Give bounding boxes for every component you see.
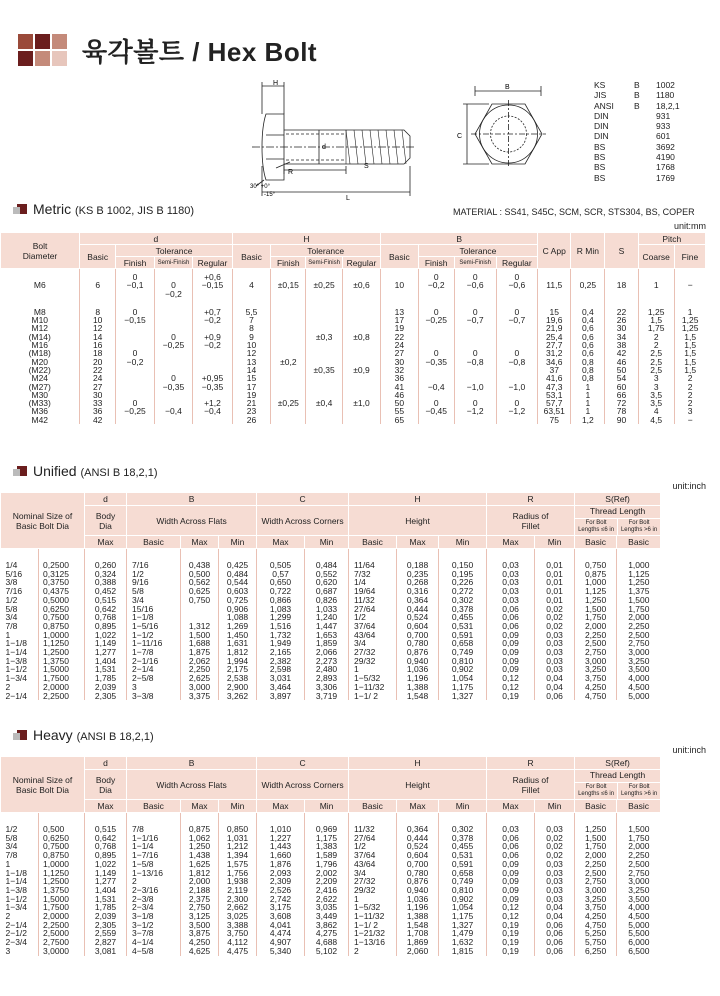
head-min: Min [305, 536, 349, 549]
head-s: S(Ref) [575, 493, 661, 506]
metric-head-d-semi: Semi-Finish [154, 257, 192, 269]
metric-cell-h: 4 [232, 269, 270, 300]
metric-cell-s: 22 26 30 34 38 42 46 50 54 60 66 72 78 90 [605, 300, 638, 424]
unified-col-rmin: 0,01 0,01 0,01 0,01 0,01 0,02 0,02 0,02 0,03 0,03 0,03 0,03 0,03 0,04 0,04 0,06 [535, 549, 575, 701]
head-basic: Basic [617, 536, 661, 549]
unified-col-bmin: 0,425 0,484 0,544 0,603 0,725 0,906 1,088 1,269 1,450 1,631 1,812 1,994 2,175 2,538 2,900 3,262 [219, 549, 257, 701]
standard-row [594, 142, 680, 152]
metric-cell-size: M8 M10 M12 (M14) M16 (M18) M20 (M22) M24 (M27) M30 (M33) M36 M42 [28, 306, 51, 425]
unified-col-s2: 1,000 1,125 1,250 1,375 1,500 1,750 2,000 2,250 2,500 2,750 3,000 3,250 3,500 4,000 4,500 5,000 [617, 549, 661, 701]
unified-col-hbasic: 11/64 7/32 1/4 19/64 11/32 27/64 1/2 37/64 43/64 3/4 27/32 29/32 1 1−5/32 1−11/32 1−1/ 2 [349, 549, 397, 701]
standard-row [594, 101, 680, 111]
heavy-col-bmax: 0,875 1,062 1,250 1,438 1,625 1,812 2,000 2,188 2,375 2,750 3,125 3,500 3,875 4,250 4,625 [181, 813, 219, 956]
metric-table-body [1, 269, 706, 425]
head-min: Min [305, 800, 349, 813]
metric-head-s: S [605, 233, 638, 269]
heavy-col-bmin: 0,850 1,031 1,212 1,394 1,575 1,756 1,938 2,119 2,300 2,662 3,025 3,388 3,750 4,112 4,475 [219, 813, 257, 956]
head-max: Max [181, 536, 219, 549]
standard-row [594, 173, 680, 183]
metric-cell-bf: 0 −0,2 [418, 269, 454, 300]
metric-cell-d: 8 10 12 14 16 18 20 22 24 27 30 33 36 42 [80, 300, 116, 424]
head-thread-group [575, 770, 661, 800]
standard-cell: 18,2,1 [656, 100, 680, 111]
metric-head-d-finish: Finish [116, 257, 154, 269]
metric-cell-d: 6 [80, 269, 116, 300]
unified-col-dec: 0,2500 0,3125 0,3750 0,4375 0,5000 0,6250 0,7500 0,8750 1,0000 1,1250 1,2500 1,3750 1,5000 1,7500 2,0000 2,2500 [39, 549, 85, 701]
unified-col-hmin: 0,150 0,195 0,226 0,272 0,302 0,378 0,455 0,531 0,591 0,658 0,749 0,810 0,902 1,054 1,175 1,327 [439, 549, 487, 701]
head-thread-group [575, 506, 661, 536]
metric-cell-pf: 1 1,25 1,25 1,5 1,5 1,5 1,5 1,5 2 2 2 2 3 − [674, 300, 705, 424]
head-r: R [487, 757, 575, 770]
heavy-col-s1: 1,250 1,500 1,750 2,000 2,250 2,500 2,750 3,000 3,250 3,750 4,250 4,750 5,250 5,750 6,250 [575, 813, 617, 956]
metric-cell-br: 0 −0,6 [496, 269, 538, 300]
heavy-table [0, 756, 707, 956]
heavy-col-dec: 0,500 0,6250 0,7500 0,8750 1,0000 1,1250 1,2500 1,3750 1,5000 1,7500 2,0000 2,2500 2,5000 2,7500 3,0000 [39, 813, 85, 956]
standard-cell: BS [594, 141, 606, 152]
head-width-corners: Width Across Corners [257, 506, 349, 536]
standard-cell: DIN [594, 121, 609, 132]
metric-cell-bf: 0 −0,25 0 −0,35 −0,4 0 −0,45 [418, 300, 454, 424]
heavy-section-heading: Heavy (ANSI B 18,2,1) [17, 727, 154, 743]
label-s: S [364, 163, 369, 170]
unified-col-dmax: 0,260 0,324 0,388 0,452 0,515 0,642 0,768 0,895 1,022 1,149 1,277 1,404 1,531 1,785 2,039 2,305 [85, 549, 127, 701]
head-r: R [487, 493, 575, 506]
head-max: Max [257, 536, 305, 549]
head-width-flats: Width Across Flats [127, 770, 257, 800]
metric-head-h-finish: Finish [271, 257, 306, 269]
standard-cell: 3692 [656, 141, 675, 152]
metric-section-heading: Metric (KS B 1002, JIS B 1180) [17, 201, 194, 217]
unified-col-hmax: 0,188 0,235 0,268 0,316 0,364 0,444 0,524 0,604 0,700 0,780 0,876 0,940 1,036 1,196 1,388 1,548 [397, 549, 439, 701]
head-basic: Basic [349, 536, 397, 549]
metric-head-b-basic: Basic [381, 245, 418, 269]
standard-row [594, 121, 680, 131]
standard-cell: B [634, 80, 640, 90]
heavy-col-bbasic: 7/8 1−1/16 1−1/4 1−7/16 1−5/8 1−13/16 2 2−3/16 2−3/8 2−3/4 3−1/8 3−1/2 3−7/8 4−1/4 4−5/8 [127, 813, 181, 956]
unified-col-frac: 1/4 5/16 3/8 7/16 1/2 5/8 3/4 7/8 1 1−1/8 1−1/4 1−3/8 1−1/2 1−3/4 2 2−1/4 [1, 549, 39, 701]
metric-head-h: H [232, 233, 380, 245]
unified-rows [1, 549, 707, 701]
head-nominal: Nominal Size of Basic Bolt Dia [1, 757, 85, 813]
metric-cell-r: 0,4 0,4 0,6 0,6 0,6 0,6 0,8 0,8 0,8 1 1 1 1 1,2 [571, 300, 605, 424]
metric-cell-hf: ±0,2 ±0,25 [271, 300, 306, 424]
metric-cell-hs: ±0,3 ±0,35 ±0,4 [306, 300, 342, 424]
standard-cell: JIS [594, 90, 607, 101]
logo-squares [18, 34, 72, 74]
label-l: L [346, 195, 350, 202]
metric-cell-b: 13 17 19 22 24 27 30 32 36 41 46 50 55 65 [381, 300, 418, 424]
section-marker-icon [17, 466, 27, 476]
head-s: S(Ref) [575, 757, 661, 770]
metric-cell-ds: 0 −0,2 [154, 269, 192, 300]
metric-cell-b: 10 [381, 269, 418, 300]
label-angle2: -15° [264, 192, 276, 198]
heavy-col-hmin: 0,302 0,378 0,455 0,531 0,591 0,658 0,749 0,810 0,902 1,054 1,175 1,327 1,479 1,632 1,815 [439, 813, 487, 956]
head-min: Min [439, 536, 487, 549]
metric-cell-pc: 1 [638, 269, 674, 300]
standard-cell: BS [594, 162, 606, 173]
standard-cell: BS [594, 172, 606, 183]
head-le6: For Bolt Lengths ≤6 in [575, 519, 618, 535]
section-marker-icon [17, 204, 27, 214]
head-basic: Basic [575, 536, 617, 549]
metric-head-pitch: Pitch [638, 233, 705, 245]
metric-head-b: B [381, 233, 538, 245]
metric-cell-hr: ±0,6 [342, 269, 380, 300]
heavy-col-hbasic: 11/32 27/64 1/2 37/64 43/64 3/4 27/32 29/32 1 1−5/32 1−11/32 1−1/ 2 1−21/32 1−13/16 2 [349, 813, 397, 956]
metric-head-b-regular: Regular [496, 257, 538, 269]
label-r: R [288, 169, 294, 176]
head-body-dia: Body Dia [85, 770, 127, 800]
hex-top-drawing [445, 82, 565, 202]
head-radius: Radius of Fillet [487, 506, 575, 536]
standard-cell: B [634, 100, 640, 111]
head-width-corners: Width Across Corners [257, 770, 349, 800]
metric-row-group [1, 300, 706, 424]
section-marker-icon [17, 730, 27, 740]
head-thread-sub [575, 783, 660, 799]
standard-row [594, 152, 680, 162]
metric-cell-df: 0 −0,1 [116, 269, 154, 300]
metric-cell-r: 0,25 [571, 269, 605, 300]
head-max: Max [397, 536, 439, 549]
metric-cell-pc: 1,25 1,5 1,75 2 2 2,5 2,5 2,5 3 3 3,5 3,5 4 4,5 [638, 300, 674, 424]
standard-row [594, 111, 680, 121]
head-body-dia: Body Dia [85, 506, 127, 536]
head-h: H [349, 757, 487, 770]
head-min: Min [219, 536, 257, 549]
standard-cell: ANSI [594, 100, 614, 111]
heavy-col-rmax: 0,03 0,06 0,06 0,06 0,09 0,09 0,09 0,09 0,09 0,12 0,12 0,19 0,19 0,19 0,19 [487, 813, 535, 956]
head-d: d [85, 493, 127, 506]
head-gt6: For Bolt Lengths >6 in [620, 520, 658, 533]
head-b: B [127, 493, 257, 506]
unified-col-cmin: 0,484 0,552 0,620 0,687 0,826 1,033 1,240 1,447 1,653 1,859 2,066 2,273 2,480 2,893 3,306 3,719 [305, 549, 349, 701]
metric-cell-df: 0 −0,15 0 −0,2 0 −0,25 [116, 300, 154, 424]
head-thread: Thread Length [575, 770, 660, 783]
metric-cell-bs: 0 −0,6 [454, 269, 496, 300]
standard-cell: KS [594, 80, 606, 90]
standard-cell: BS [594, 152, 606, 163]
metric-cell-hf: ±0,15 [271, 269, 306, 300]
head-max: Max [85, 800, 127, 813]
metric-head-c: C App [538, 233, 571, 269]
unified-unit: unit:inch [672, 481, 706, 491]
metric-cell-dr: +0,6 −0,15 [193, 269, 233, 300]
metric-head-h-basic: Basic [232, 245, 270, 269]
head-radius: Radius of Fillet [487, 770, 575, 800]
metric-head-d-tol: Tolerance [116, 245, 232, 257]
heavy-unit: unit:inch [672, 745, 706, 755]
head-le6: For Bolt Lengths ≤6 in [575, 783, 618, 799]
standard-cell: 1768 [656, 162, 675, 173]
unified-col-bmax: 0,438 0,500 0,562 0,625 0,750 1,312 1,500 1,688 1,875 2,062 2,250 2,625 3,000 3,375 [181, 549, 219, 701]
metric-cell-size: M6 [1, 269, 80, 300]
head-basic: Basic [127, 536, 181, 549]
head-thread: Thread Length [575, 506, 660, 519]
head-gt6: For Bolt Lengths >6 in [620, 784, 658, 797]
metric-head-h-semi: Semi-Finish [306, 257, 342, 269]
metric-cell-c: 11,5 [538, 269, 571, 300]
head-min: Min [439, 800, 487, 813]
metric-head-d-regular: Regular [193, 257, 233, 269]
metric-table [0, 232, 706, 424]
standard-cell: 1002 [656, 80, 675, 90]
unified-table [0, 492, 707, 700]
head-basic: Basic [127, 800, 181, 813]
metric-head-h-tol: Tolerance [271, 245, 381, 257]
head-b: B [127, 757, 257, 770]
heavy-col-s2: 1,500 1,750 2,000 2,250 2,500 2,750 3,000 3,250 3,500 4,000 4,500 5,000 5,500 6,000 6,500 [617, 813, 661, 956]
material-note: MATERIAL : SS41, S45C, SCM, SCR, STS304, BS, COPER [453, 207, 695, 217]
head-c: C [257, 493, 349, 506]
label-d: d [322, 144, 326, 151]
label-b: B [505, 84, 510, 91]
head-max: Max [181, 800, 219, 813]
heavy-rows [1, 813, 707, 956]
metric-head-r: R Min [571, 233, 605, 269]
standard-cell: 601 [656, 131, 671, 142]
metric-head-bolt: Bolt Diameter [1, 233, 80, 269]
head-basic: Basic [575, 800, 617, 813]
metric-cell-bs: 0 −0,7 0 −0,8 −1,0 0 −1,2 [454, 300, 496, 424]
head-thread-sub [575, 519, 660, 535]
head-max: Max [397, 800, 439, 813]
heavy-col-dmax: 0,515 0,642 0,768 0,895 1,022 1,149 1,277 1,404 1,531 1,785 2,039 2,305 2,559 2,827 3,081 [85, 813, 127, 956]
standard-cell: 1769 [656, 172, 675, 183]
head-max: Max [257, 800, 305, 813]
metric-head-fine: Fine [674, 245, 705, 269]
label-h: H [273, 80, 279, 87]
unified-col-s1: 0,750 0,875 1,000 1,125 1,250 1,500 1,750 2,000 2,250 2,500 2,750 3,000 3,250 3,750 4,250 4,750 [575, 549, 617, 701]
page-title: 육각볼트 / Hex Bolt [82, 37, 318, 67]
metric-head-d-basic: Basic [80, 245, 116, 269]
head-max: Max [487, 800, 535, 813]
heavy-col-cmin: 0,969 1,175 1,383 1,589 1,796 2,002 2,209 2,416 2,622 3,035 3,449 3,862 4,275 4,688 5,102 [305, 813, 349, 956]
metric-cell-dr: +0,7 −0,2 +0,9 −0,2 +0,95 −0,35 +1,2 −0,4 [193, 300, 233, 424]
metric-head-b-semi: Semi-Finish [454, 257, 496, 269]
label-angle1: 30° +0° [250, 184, 270, 190]
head-basic: Basic [349, 800, 397, 813]
metric-cell-ds: 0 −0,25 0 −0,35 −0,4 [154, 300, 192, 424]
heavy-col-cmax: 1,010 1,227 1,443 1,660 1,876 2,093 2,309 2,526 2,742 3,175 3,608 4,041 4,474 4,907 5,340 [257, 813, 305, 956]
standard-row [594, 80, 680, 90]
metric-row-group [1, 269, 706, 300]
head-min: Min [219, 800, 257, 813]
head-max: Max [85, 536, 127, 549]
metric-head-b-finish: Finish [418, 257, 454, 269]
standard-row [594, 162, 680, 172]
metric-head-b-tol: Tolerance [418, 245, 538, 257]
standard-cell: B [634, 90, 640, 101]
bolt-side-drawing [246, 78, 436, 208]
head-d: d [85, 757, 127, 770]
standard-cell: 931 [656, 110, 671, 121]
head-h: H [349, 493, 487, 506]
label-c: C [457, 133, 463, 140]
metric-cell-pf: − [674, 269, 705, 300]
head-c: C [257, 757, 349, 770]
standard-row [594, 90, 680, 100]
heavy-col-rmin: 0,03 0,02 0,02 0,02 0,03 0,03 0,03 0,03 0,03 0,04 0,04 0,06 0,06 0,06 0,06 [535, 813, 575, 956]
standard-cell: DIN [594, 131, 609, 142]
metric-cell-hs: ±0,25 [306, 269, 342, 300]
standard-cell: 4190 [656, 152, 675, 163]
heavy-col-hmax: 0,364 0,444 0,524 0,604 0,700 0,780 0,876 0,940 1,036 1,196 1,388 1,548 1,708 1,869 2,060 [397, 813, 439, 956]
standard-row [594, 131, 680, 141]
unified-col-cmax: 0,505 0,57 0,650 0,722 0,866 1,083 1,299 1,516 1,732 1,949 2,165 2,382 2,598 3,031 3,464 3,897 [257, 549, 305, 701]
metric-head-h-regular: Regular [342, 257, 380, 269]
metric-cell-hr: ±0,8 ±0,9 ±1,0 [342, 300, 380, 424]
head-basic: Basic [617, 800, 661, 813]
head-height: Height [349, 770, 487, 800]
metric-cell-br: 0 −0,7 0 −0,8 −1,0 0 −1,2 [496, 300, 538, 424]
head-min: Min [535, 536, 575, 549]
unified-col-bbasic: 7/16 1/2 9/16 5/8 3/4 15/16 1−1/8 1−5/16 1−1/2 1−11/16 1−7/8 2−1/16 2−1/4 2−5/8 3 3−3/8 [127, 549, 181, 701]
head-height: Height [349, 506, 487, 536]
standard-cell: 1180 [656, 90, 675, 101]
unified-col-rmax: 0,03 0,03 0,03 0,03 0,03 0,06 0,06 0,06 0,09 0,09 0,09 0,09 0,09 0,12 0,12 0,19 [487, 549, 535, 701]
standard-cell: 933 [656, 121, 671, 132]
head-min: Min [535, 800, 575, 813]
metric-head-coarse: Coarse [638, 245, 674, 269]
metric-cell-c: 15 19,6 21,9 25,4 27,7 31,2 34,6 37 41,6 47,3 53,1 57,7 63,51 75 [538, 300, 571, 424]
head-width-flats: Width Across Flats [127, 506, 257, 536]
metric-cell-h: 5,5 7 8 9 10 12 13 14 15 17 19 21 23 26 [232, 300, 270, 424]
standards-list [594, 80, 680, 183]
unified-section-heading: Unified (ANSI B 18,2,1) [17, 463, 158, 479]
head-nominal: Nominal Size of Basic Bolt Dia [1, 493, 85, 549]
heavy-col-frac: 1/2 5/8 3/4 7/8 1 1−1/8 1−1/4 1−3/8 1−1/2 1−3/4 2 2−1/4 2−1/2 2−3/4 3 [1, 813, 39, 956]
standard-cell: DIN [594, 110, 609, 121]
metric-unit: unit:mm [673, 221, 706, 231]
metric-cell-s: 18 [605, 269, 638, 300]
head-max: Max [487, 536, 535, 549]
metric-head-d: d [80, 233, 233, 245]
